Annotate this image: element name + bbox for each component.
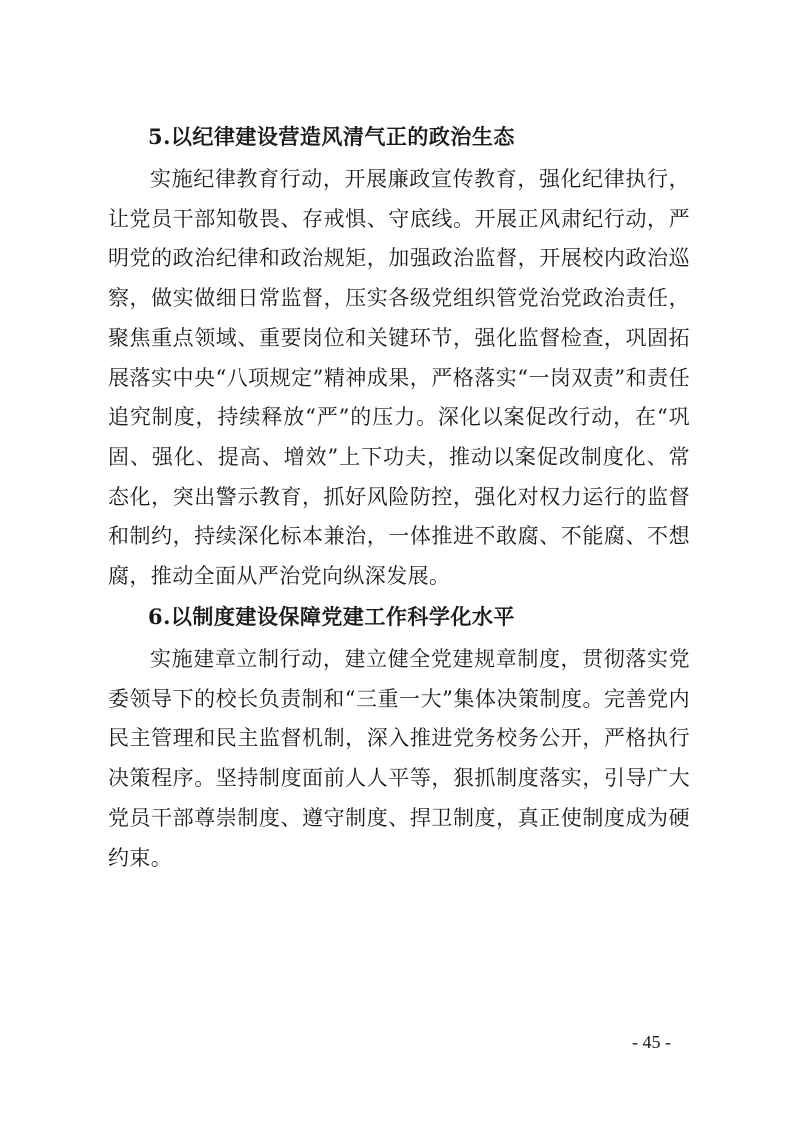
section-5-heading: 5.以纪律建设营造风清气正的政治生态: [148, 124, 515, 149]
page-number: - 45 -: [632, 1032, 671, 1052]
section-6-heading: 6.以制度建设保障党建工作科学化水平: [148, 604, 515, 629]
section-6-paragraph: 实施建章立制行动，建立健全党建规章制度，贯彻落实党委领导下的校长负责制和“三重一大”集体决策制度。完善党内民主管理和民主监督机制，深入推进党务校务公开，严格执行决策程序。坚持制度面前人人平等，狠抓制度落实，引导广大党员干部尊崇制度、遵守制度、捍卫制度，真正使制度成为硬约束。: [108, 647, 690, 870]
section-5-paragraph: 实施纪律教育行动，开展廉政宣传教育，强化纪律执行，让党员干部知敬畏、存戒惧、守底线。开展正风肃纪行动，严明党的政治纪律和政治规矩，加强政治监督，开展校内政治巡察，做实做细日常监督，压实各级党组织管党治党政治责任，聚焦重点领域、重要岗位和关键环节，强化监督检查，巩固拓展落实中央“八项规定”精神成果，严格落实“一岗双责”和责任追究制度，持续释放“严”的压力。深化以案促改行动，在“巩固、强化、提高、增效”上下功夫，推动以案促改制度化、常态化，突出警示教育，抓好风险防控，强化对权力运行的监督和制约，持续深化标本兼治，一体推进不敢腐、不能腐、不想腐，推动全面从严治党向纵深发展。: [108, 167, 690, 589]
